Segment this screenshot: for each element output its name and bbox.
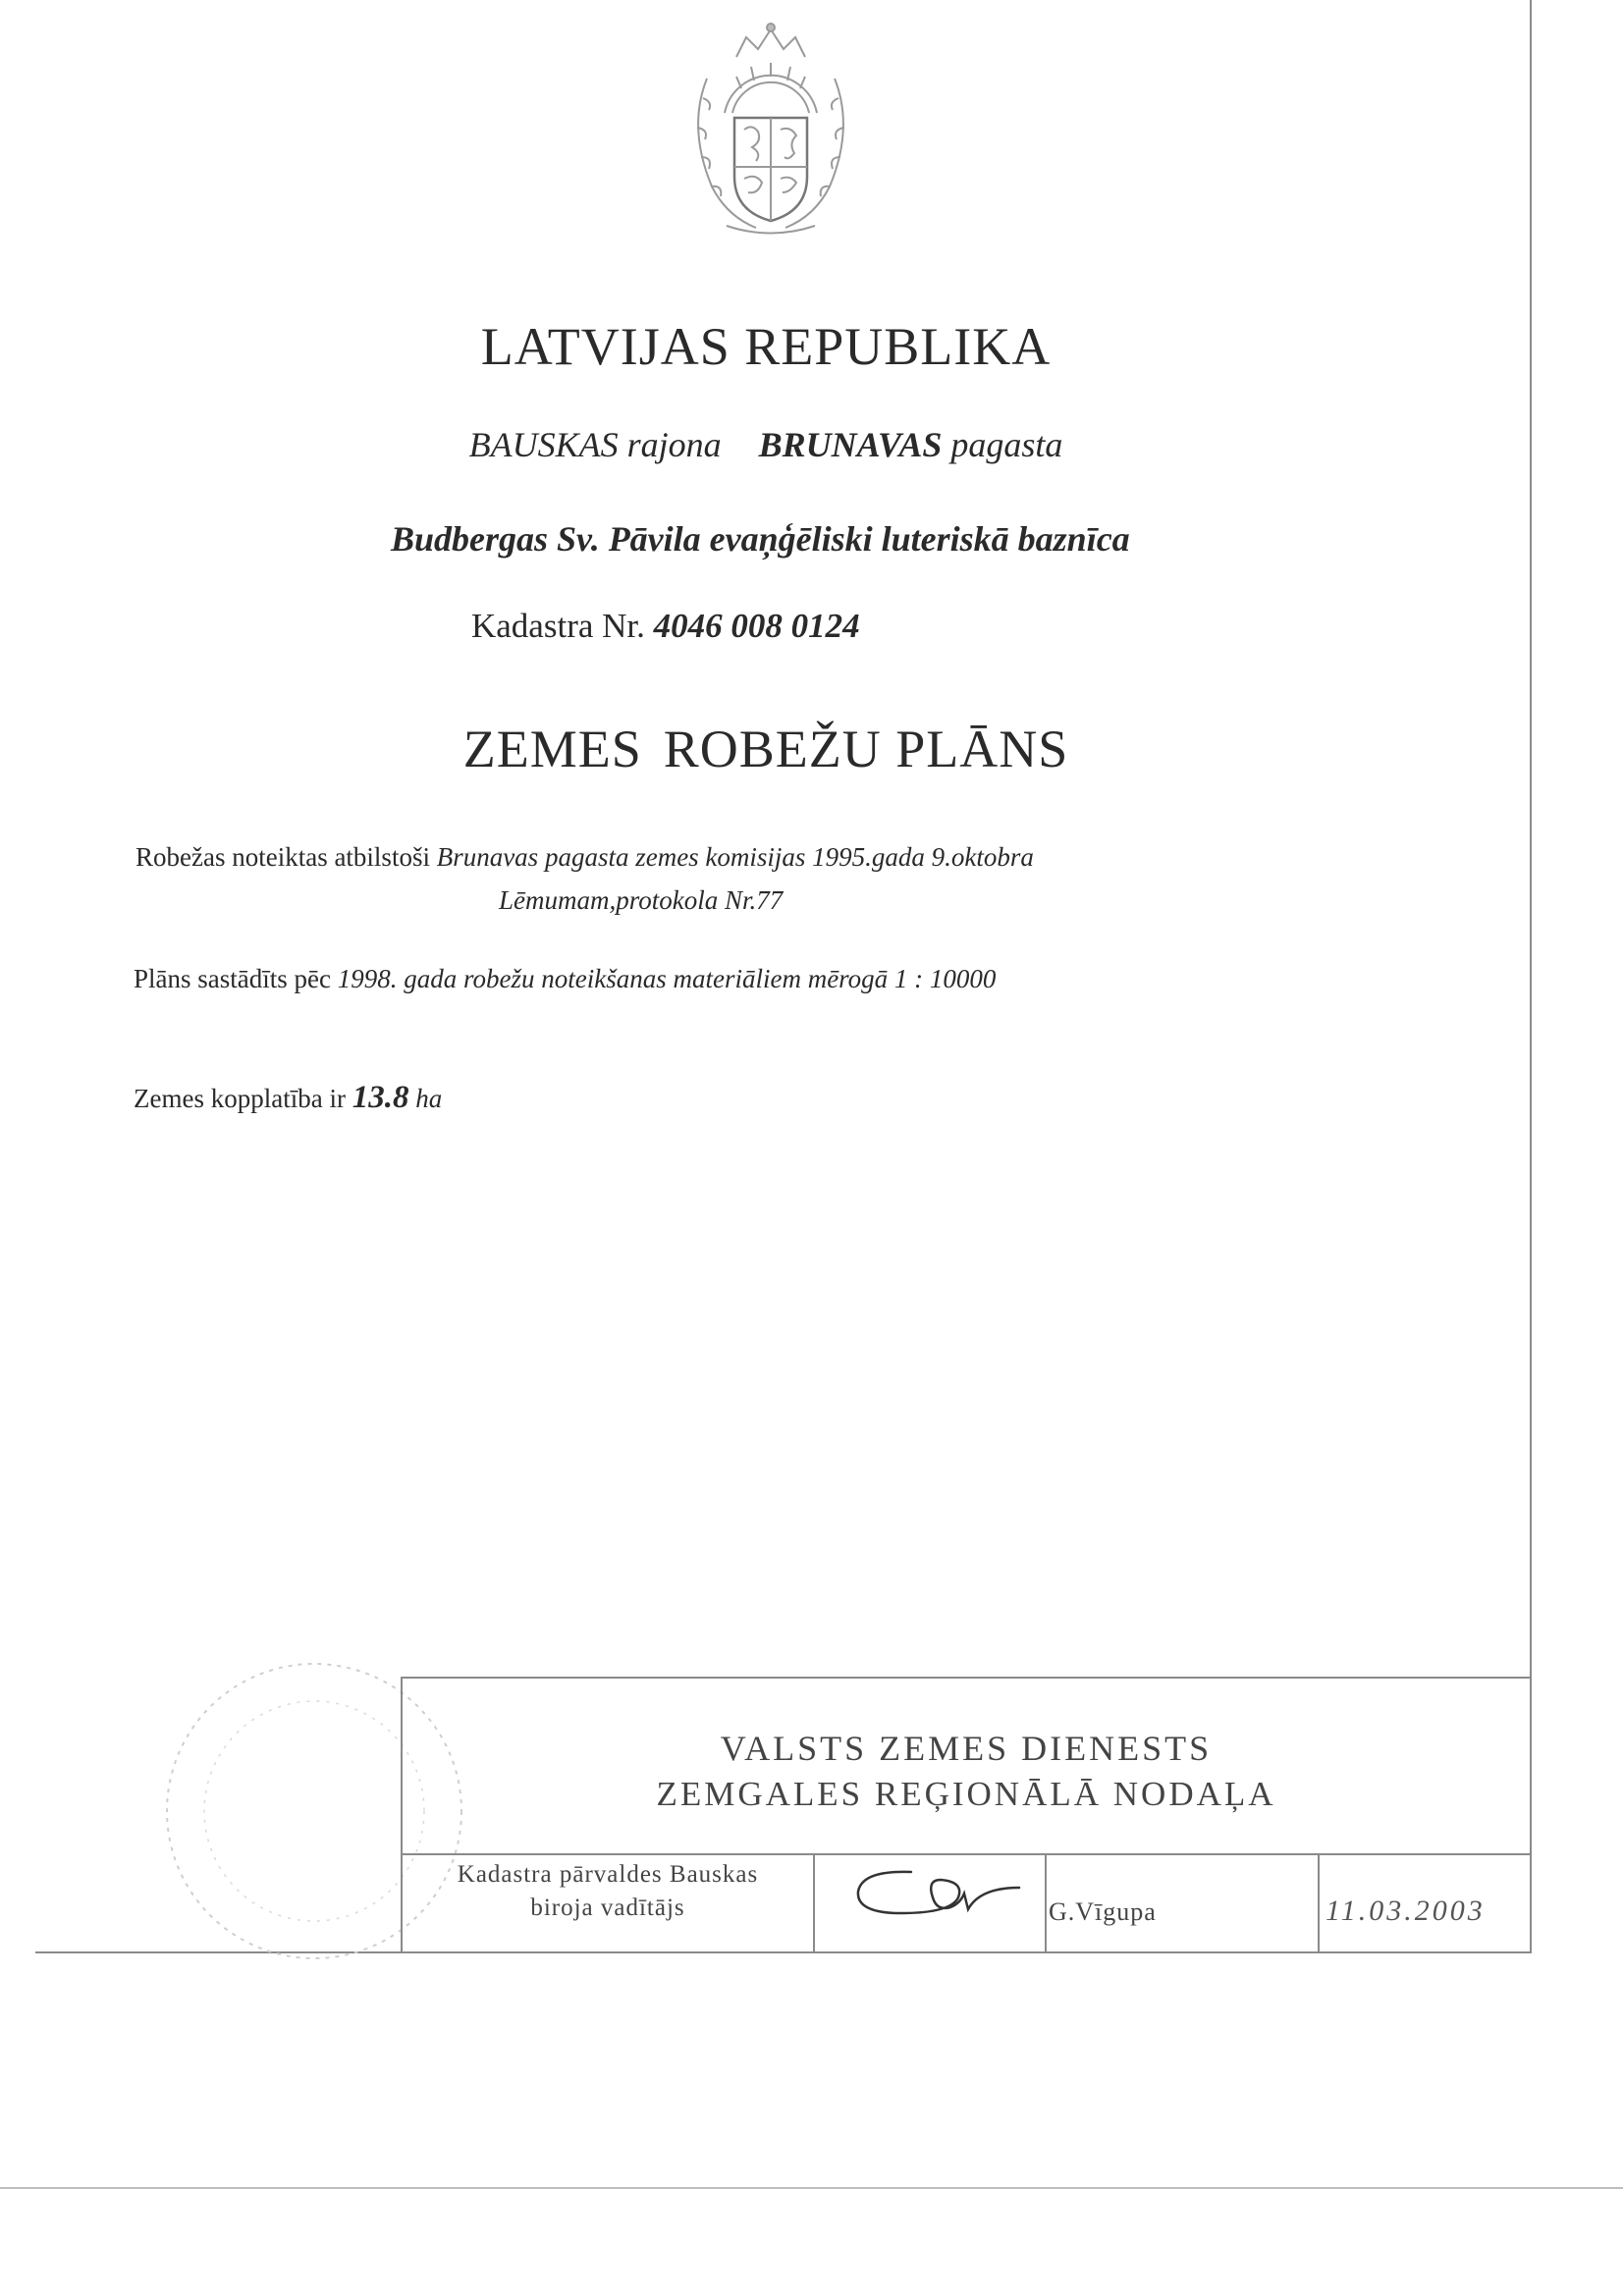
office-line-1: Kadastra pārvaldes Bauskas	[457, 1861, 759, 1888]
agency-division: ZEMGALES REĢIONĀLĀ NODAĻA	[656, 1775, 1276, 1813]
right-border-line	[1530, 0, 1532, 1953]
district-name: BAUSKAS	[468, 425, 619, 464]
table-mid-line	[401, 1853, 1532, 1855]
plan-title-part1: ZEMES	[462, 720, 642, 778]
district-word: rajona	[626, 425, 722, 464]
area-unit: ha	[415, 1084, 443, 1113]
table-col-line-1	[813, 1853, 815, 1953]
signer-name: G.Vīgupa	[1049, 1897, 1157, 1926]
boundaries-prefix: Robežas noteiktas atbilstoši	[135, 842, 430, 872]
plan-prefix: Plāns sastādīts pēc	[134, 964, 331, 993]
table-top-line	[401, 1677, 1532, 1679]
parish-word: pagasta	[950, 425, 1063, 464]
area-prefix: Zemes kopplatība ir	[134, 1084, 346, 1113]
area-line	[134, 1080, 442, 1116]
table-col-line-2	[1045, 1853, 1047, 1953]
plan-source: 1998. gada robežu noteikšanas materiāliem mērogā 1 : 10000	[337, 964, 997, 993]
boundaries-line-1	[135, 842, 1034, 873]
coat-of-arms-emblem	[668, 20, 874, 240]
handwritten-date: 11.03.2003	[1325, 1895, 1486, 1927]
parish-name: BRUNAVAS	[758, 425, 943, 464]
agency-block	[403, 1728, 1530, 1814]
boundaries-line-2: Lēmumam,protokola Nr.77	[499, 885, 784, 915]
property-name: Budbergas Sv. Pāvila evaņģēliski luteriskā baznīca	[391, 519, 1130, 559]
scan-edge-line	[0, 2187, 1623, 2189]
region-line	[0, 424, 1532, 465]
plan-title-part2: ROBEŽU PLĀNS	[663, 720, 1069, 778]
plan-title	[0, 719, 1532, 779]
country-title: LATVIJAS REPUBLIKA	[480, 317, 1052, 376]
office-line-2: biroja vadītājs	[530, 1895, 685, 1921]
area-value: 13.8	[352, 1080, 409, 1115]
cadastre-number: 4046 008 0124	[653, 607, 860, 645]
plan-source-line	[134, 964, 996, 994]
office-title	[403, 1858, 813, 1925]
table-col-line-3	[1318, 1853, 1320, 1953]
cadastre-line	[471, 607, 860, 646]
cadastre-label: Kadastra Nr.	[471, 607, 645, 645]
agency-name: VALSTS ZEMES DIENESTS	[720, 1729, 1213, 1768]
handwritten-signature	[842, 1858, 1039, 1927]
boundaries-source: Brunavas pagasta zemes komisijas 1995.gada 9.oktobra	[436, 842, 1034, 872]
